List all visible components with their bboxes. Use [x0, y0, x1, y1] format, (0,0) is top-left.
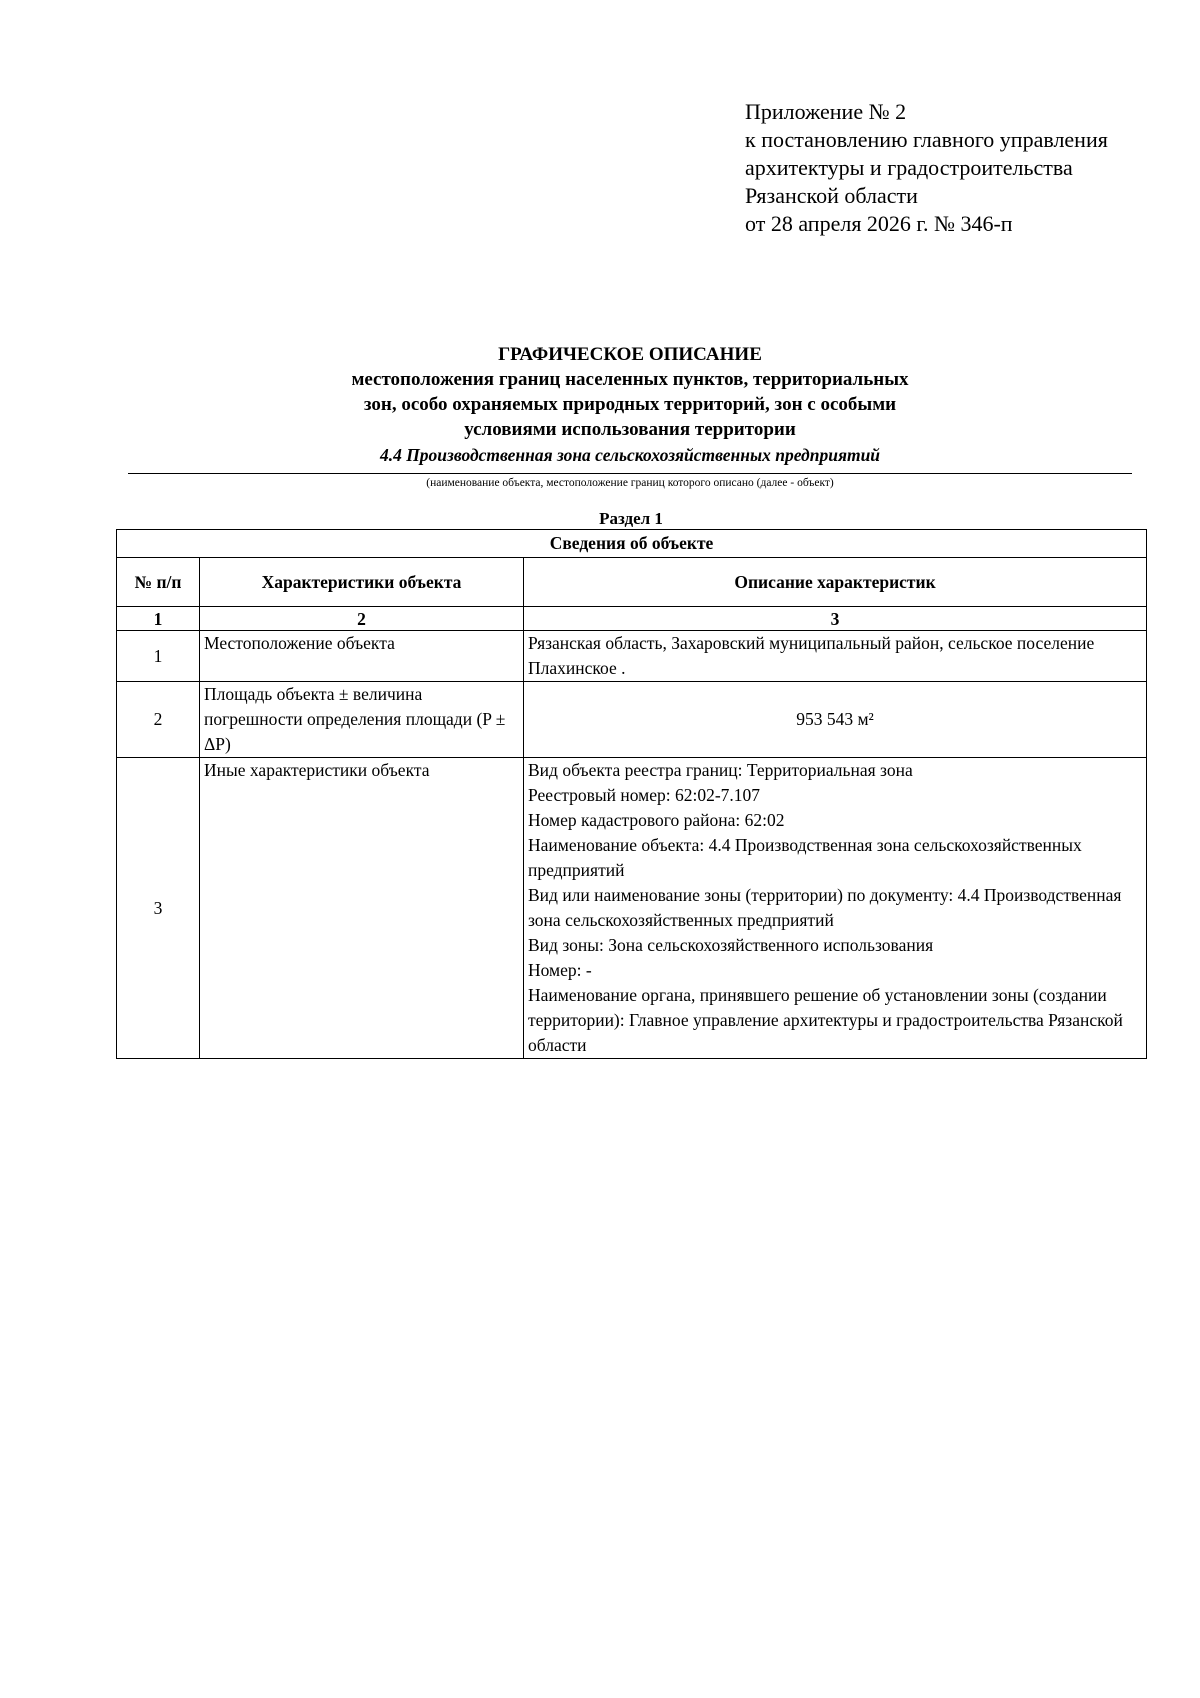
description-line: Номер кадастрового района: 62:02: [528, 810, 785, 830]
appendix-block: [745, 98, 1165, 238]
appendix-line: от 28 апреля 2026 г. № 346-п: [745, 211, 1013, 236]
table-caption: Сведения об объекте: [117, 530, 1147, 558]
column-number: 3: [524, 607, 1147, 631]
row-description: [524, 682, 1147, 758]
row-description: [524, 631, 1147, 682]
row-description: [524, 758, 1147, 1059]
area-value: 953 543 м²: [796, 709, 874, 729]
description-line: Наименование органа, принявшего решение об установлении зоны (создании территории): Главное управление архитектуры и градостроительства Рязанской области: [528, 985, 1123, 1055]
description-line: Наименование объекта: 4.4 Производственная зона сельскохозяйственных предприятий: [528, 835, 1082, 880]
table-row: [117, 682, 1147, 758]
description-line: Вид зоны: Зона сельскохозяйственного использования: [528, 935, 934, 955]
document-subtitle-line: условиями использования территории: [464, 419, 796, 440]
document-subtitle-line: местоположения границ населенных пунктов, территориальных: [351, 369, 909, 390]
document-title: ГРАФИЧЕСКОЕ ОПИСАНИЕ: [498, 344, 762, 365]
row-characteristic: Иные характеристики объекта: [200, 758, 524, 1059]
description-line: Реестровый номер: 62:02-7.107: [528, 785, 761, 805]
appendix-line: Рязанской области: [745, 183, 918, 208]
column-header-number: № п/п: [117, 558, 200, 607]
row-characteristic: Местоположение объекта: [200, 631, 524, 682]
table-header-row: [117, 558, 1147, 607]
underline-divider: [128, 473, 1132, 474]
row-characteristic: Площадь объекта ± величина погрешности определения площади (P ± ΔP): [200, 682, 524, 758]
row-index: 2: [117, 682, 200, 758]
column-header-description: Описание характеристик: [524, 558, 1147, 607]
section-title: Раздел 1: [599, 509, 663, 528]
description-line: Рязанская область, Захаровский муниципальный район, сельское поселение Плахинское .: [528, 633, 1095, 678]
column-header-characteristics: Характеристики объекта: [200, 558, 524, 607]
table-caption-row: [117, 530, 1147, 558]
row-index: 3: [117, 758, 200, 1059]
object-name: 4.4 Производственная зона сельскохозяйственных предприятий: [379, 445, 881, 465]
column-number: 2: [200, 607, 524, 631]
description-line: Вид или наименование зоны (территории) по документу: 4.4 Производственная зона сельскохозяйственных предприятий: [528, 885, 1122, 930]
column-number: 1: [117, 607, 200, 631]
appendix-line: архитектуры и градостроительства: [745, 155, 1073, 180]
table-row: [117, 631, 1147, 682]
description-line: Номер: -: [528, 960, 592, 980]
column-number-row: [117, 607, 1147, 631]
appendix-line: Приложение № 2: [745, 99, 907, 124]
object-name-caption: (наименование объекта, местоположение границ которого описано (далее - объект): [426, 477, 834, 489]
table-row: [117, 758, 1147, 1059]
row-index: 1: [117, 631, 200, 682]
description-line: Вид объекта реестра границ: Территориальная зона: [528, 760, 913, 780]
document-subtitle-line: зон, особо охраняемых природных территорий, зон с особыми: [363, 394, 897, 415]
title-block: [128, 342, 1132, 466]
appendix-line: к постановлению главного управления: [745, 127, 1108, 152]
object-info-table: [116, 529, 1147, 1059]
